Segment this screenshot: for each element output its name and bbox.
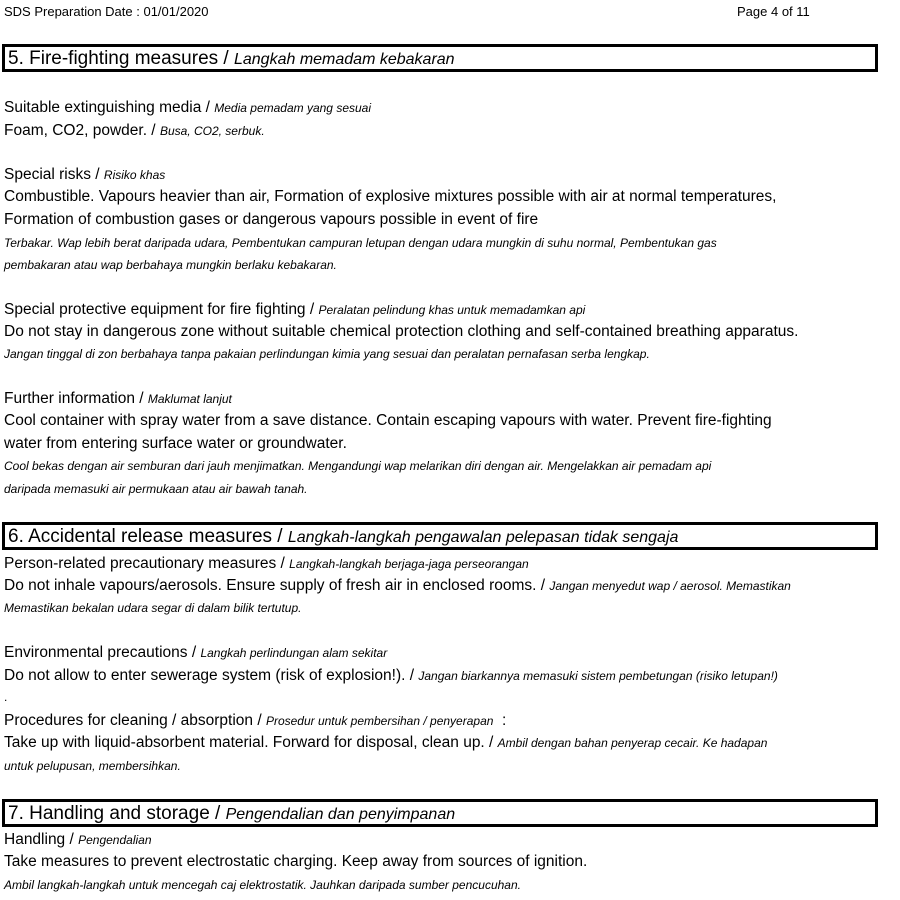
special-risks-label bbox=[4, 166, 165, 184]
stray-period: . bbox=[4, 690, 8, 704]
handling-label-ms: Pengendalian bbox=[78, 833, 152, 847]
section-5-title-en: 5. Fire-fighting measures / bbox=[8, 48, 234, 69]
person-text-ms-1: Jangan menyedut wap / aerosol. Memastikan bbox=[549, 579, 791, 593]
section-7-title-ms: Pengendalian dan penyimpanan bbox=[225, 806, 456, 823]
further-information-text-en-1: Cool container with spray water from a save distance. Contain escaping vapours with water. Prevent fire-fighting bbox=[4, 412, 772, 429]
environmental-precautions-text bbox=[4, 667, 778, 685]
further-information-text-ms-1: Cool bekas dengan air semburan dari jauh menjimatkan. Mengandungi wap melarikan diri dengan air. Mengelakkan air pemadam api bbox=[4, 459, 712, 473]
further-information-text-ms-2: daripada memasuki air permukaan atau air bawah tanah. bbox=[4, 482, 308, 496]
special-risks-text-en-2: Formation of combustion gases or dangerous vapours possible in event of fire bbox=[4, 211, 539, 228]
handling-label bbox=[4, 831, 152, 849]
protective-equipment-text-ms: Jangan tinggal di zon berbahaya tanpa pakaian perlindungan kimia yang sesuai dan peralatan pernafasan serba lengkap. bbox=[4, 347, 650, 361]
section-5-title-ms: Langkah memadam kebakaran bbox=[233, 51, 455, 68]
handling-text-en: Take measures to prevent electrostatic charging. Keep away from sources of ignition. bbox=[4, 853, 588, 870]
cleaning-label-ms: Prosedur untuk pembersihan / penyerapan bbox=[265, 714, 494, 728]
cleaning-procedures-label bbox=[4, 712, 506, 730]
handling-text-ms: Ambil langkah-langkah untuk mencegah caj elektrostatik. Jauhkan daripada sumber pencucuhan. bbox=[4, 878, 521, 892]
cleaning-label-en: Procedures for cleaning / absorption / bbox=[4, 712, 266, 729]
extinguishing-media-text bbox=[4, 122, 265, 140]
section-6-title-ms: Langkah-langkah pengawalan pelepasan tidak sengaja bbox=[287, 529, 679, 546]
page-number: Page 4 of 11 bbox=[737, 4, 810, 19]
special-risks-text-ms-1: Terbakar. Wap lebih berat daripada udara, Pembentukan campuran letupan dengan udara mungkin di suhu normal, Pembentukan gas bbox=[4, 236, 717, 250]
person-text-en: Do not inhale vapours/aerosols. Ensure supply of fresh air in enclosed rooms. / bbox=[4, 577, 550, 594]
special-risks-text-en-1: Combustible. Vapours heavier than air, Formation of explosive mixtures possible with air at normal temperatures, bbox=[4, 188, 777, 205]
section-7-heading bbox=[2, 799, 878, 827]
environmental-text-en: Do not allow to enter sewerage system (risk of explosion!). / bbox=[4, 667, 419, 684]
special-risks-text-ms-2: pembakaran atau wap berbahaya mungkin berlaku kebakaran. bbox=[4, 258, 337, 272]
special-risks-label-en: Special risks / bbox=[4, 166, 104, 183]
cleaning-text-en: Take up with liquid-absorbent material. Forward for disposal, clean up. / bbox=[4, 734, 498, 751]
handling-label-en: Handling / bbox=[4, 831, 79, 848]
extinguishing-media-label bbox=[4, 99, 371, 117]
person-label-en: Person-related precautionary measures / bbox=[4, 555, 290, 572]
environmental-text-ms: Jangan biarkannya memasuki sistem pembetungan (risiko letupan!) bbox=[418, 669, 778, 683]
further-information-text-en-2: water from entering surface water or groundwater. bbox=[4, 435, 347, 452]
person-label-ms: Langkah-langkah berjaga-jaga perseorangan bbox=[289, 557, 529, 571]
section-6-heading bbox=[2, 522, 878, 550]
cleaning-procedures-text bbox=[4, 734, 767, 752]
extinguishing-label-ms: Media pemadam yang sesuai bbox=[214, 101, 372, 115]
protective-equipment-label bbox=[4, 301, 585, 319]
further-label-ms: Maklumat lanjut bbox=[147, 392, 232, 406]
person-precautions-label bbox=[4, 555, 529, 573]
person-precautions-text-ms-2: Memastikan bekalan udara segar di dalam bilik tertutup. bbox=[4, 601, 302, 615]
environmental-precautions-label bbox=[4, 644, 387, 662]
cleaning-procedures-text-ms-2: untuk pelupusan, membersihkan. bbox=[4, 759, 181, 773]
extinguishing-label-en: Suitable extinguishing media / bbox=[4, 99, 215, 116]
protective-equipment-text-en: Do not stay in dangerous zone without suitable chemical protection clothing and self-contained breathing apparatus. bbox=[4, 323, 799, 340]
environmental-label-en: Environmental precautions / bbox=[4, 644, 201, 661]
special-risks-label-ms: Risiko khas bbox=[103, 168, 166, 182]
protective-label-ms: Peralatan pelindung khas untuk memadamkan api bbox=[318, 303, 586, 317]
extinguishing-text-ms: Busa, CO2, serbuk. bbox=[159, 124, 265, 138]
section-6-title-en: 6. Accidental release measures / bbox=[8, 526, 288, 547]
further-label-en: Further information / bbox=[4, 390, 148, 407]
cleaning-text-ms-1: Ambil dengan bahan penyerap cecair. Ke hadapan bbox=[497, 736, 768, 750]
person-precautions-text bbox=[4, 577, 791, 595]
protective-label-en: Special protective equipment for fire fighting / bbox=[4, 301, 319, 318]
sds-preparation-date: SDS Preparation Date : 01/01/2020 bbox=[4, 4, 209, 19]
section-5-heading bbox=[2, 44, 878, 72]
section-7-title-en: 7. Handling and storage / bbox=[8, 803, 226, 824]
extinguishing-text-en: Foam, CO2, powder. / bbox=[4, 122, 160, 139]
further-information-label bbox=[4, 390, 232, 408]
cleaning-label-colon: : bbox=[493, 712, 507, 729]
environmental-label-ms: Langkah perlindungan alam sekitar bbox=[200, 646, 388, 660]
